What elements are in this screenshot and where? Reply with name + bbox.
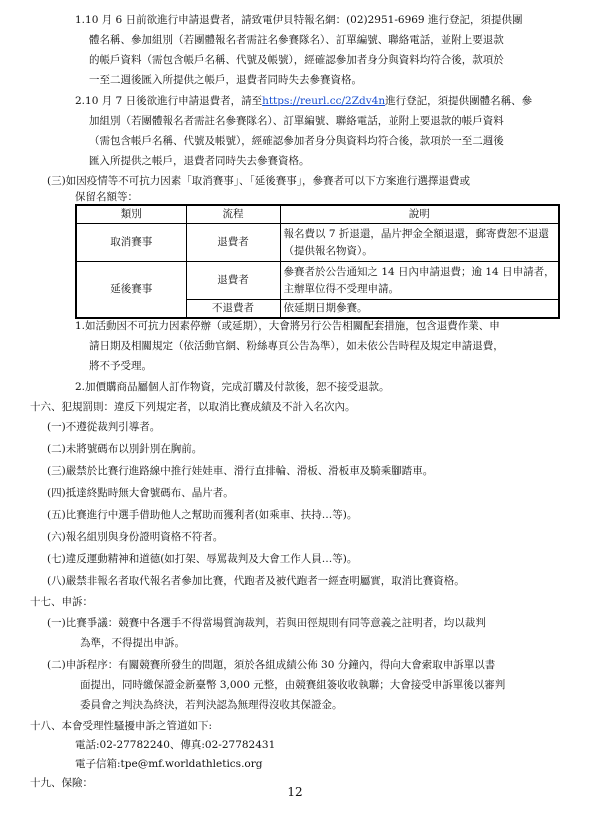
section-16-item: (六)報名組別與身份證明資格不符者。	[47, 531, 224, 543]
table-cell-process: 不退費者	[186, 300, 280, 319]
table-header-row	[76, 205, 559, 224]
postpone-item-2: 2.加價購商品屬個人訂作物資，完成訂購及付款後，恕不接受退款。	[75, 381, 390, 393]
section-17-item-2-line-2: 面提出，同時繳保證金新臺幣 3,000 元整，由競賽組簽收收執聯；大會接受申訴單後以審判	[80, 679, 506, 691]
section-17-item-2-line-3: 委員會之判決為終決，若判決認為無理得沒收其保證金。	[80, 699, 343, 711]
section-16-item: (七)違反運動精神和道德(如打架、辱罵裁判及大會工作人員…等)。	[47, 553, 358, 565]
section-17-item-1-line-2: 為準，不得提出申訴。	[80, 637, 185, 649]
table-header-description: 說明	[280, 205, 559, 224]
table-cell-description: 參賽者於公告通知之 14 日內申請退費；逾 14 日申請者，主辦單位得不受理申請。	[280, 262, 559, 300]
refund-item-2-text-before: 2.10 月 7 日後欲進行申請退費者，請至	[75, 95, 263, 107]
page-number: 12	[287, 785, 303, 799]
section-18-email: 電子信箱:tpe@mf.worldathletics.org	[75, 758, 263, 770]
section-18-phone: 電話:02-27782240、傳真:02-27782431	[75, 739, 276, 751]
section-16-item: (一)不遵從裁判引導者。	[47, 421, 161, 433]
refund-item-2-line-4: 匯入所提供之帳戶，退費者同時失去參賽資格。	[89, 155, 310, 167]
section-17-item-2-line-1: (二)申訴程序：有關競賽所發生的問題，須於各組成績公佈 30 分鐘內，得向大會索取申訴單以書	[47, 659, 496, 671]
refund-item-1-line-3: 的帳戶資料（需包含帳戶名稱、代號及帳號），經確認參加者身分與資料均符合後，款項於	[89, 54, 504, 66]
table-cell-category: 延後賽事	[76, 262, 186, 319]
postpone-item-1-line-2: 請日期及相關規定（依活動官網、粉絲專頁公告為準），如未依公告時程及規定申請退費，	[89, 340, 504, 352]
table-row	[76, 224, 559, 262]
refund-options-table	[75, 204, 560, 319]
table-cell-process: 退費者	[186, 224, 280, 262]
refund-form-link[interactable]: https://reurl.cc/2Zdv4n	[262, 95, 386, 107]
refund-item-2-line-1	[75, 91, 532, 111]
section-18-title: 十八、本會受理性騷擾申訴之管道如下:	[30, 720, 213, 732]
table-cell-description: 報名費以 7 折退還，晶片押金全額退還，郵寄費恕不退還（提供報名物資）。	[280, 224, 559, 262]
postpone-item-1-line-1: 1.如活動因不可抗力因素停辦（或延期），大會將另行公告相關配套措施，包含退費作業、申	[75, 320, 500, 332]
table-header-category: 類別	[76, 205, 186, 224]
refund-item-2-line-3: （需包含帳戶名稱、代號及帳號），經確認參加者身分與資料均符合後，款項於一至二週後	[89, 135, 504, 147]
section-17-item-1-line-1: (一)比賽爭議：競賽中各選手不得當場質詢裁判，若與田徑規則有同等意義之註明者，均以裁判	[47, 617, 486, 629]
refund-item-2-line-2: 加組別（若團體報名者需註名參賽隊名）、訂單編號、聯絡電話，並附上要退款的帳戶資料	[89, 115, 504, 127]
table-cell-description: 依延期日期參賽。	[280, 300, 559, 319]
table-header-process: 流程	[186, 205, 280, 224]
section-19-title: 十九、保險：	[30, 777, 93, 789]
refund-item-2-text-after: 進行登記，須提供團體名稱、參	[385, 95, 533, 107]
section-16-item: (四)抵達終點時無大會號碼布、晶片者。	[47, 487, 234, 499]
refund-item-1-line-4: 一至二週後匯入所提供之帳戶，退費者同時失去參賽資格。	[89, 74, 362, 86]
table-cell-process: 退費者	[186, 262, 280, 300]
refund-item-3-line-2: 保留名額等：	[75, 191, 138, 203]
section-17-title: 十七、申訴：	[30, 596, 93, 608]
refund-item-3-line-1: (三)如因疫情等不可抗力因素「取消賽事」、「延後賽事」，參賽者可以下方案進行選擇退費或	[47, 175, 470, 187]
section-16-title: 十六、犯規罰則：違反下列規定者，以取消比賽成績及不計入名次內。	[30, 401, 356, 413]
section-16-item: (二)未將號碼布以別針別在胸前。	[47, 443, 203, 455]
section-16-item: (五)比賽進行中選手借助他人之幫助而獲利者(如乘車、扶持…等)。	[47, 509, 358, 521]
refund-item-1-line-2: 體名稱、參加組別（若團體報名者需註名參賽隊名）、訂單編號、聯絡電話，並附上要退款	[89, 34, 504, 46]
section-16-item: (三)嚴禁於比賽行進路線中推行娃娃車、滑行直排輪、滑板、滑板車及騎乘腳踏車。	[47, 465, 434, 477]
postpone-item-1-line-3: 將不予受理。	[89, 360, 152, 372]
table-cell-category: 取消賽事	[76, 224, 186, 262]
refund-item-1-line-1: 1.10 月 6 日前欲進行申請退費者，請致電伊貝特報名網：(02)2951-6969 進行登記，須提供團	[75, 14, 523, 26]
table-row	[76, 262, 559, 300]
section-16-item: (八)嚴禁非報名者取代報名者參加比賽，代跑者及被代跑者一經查明屬實，取消比賽資格。	[47, 575, 465, 587]
